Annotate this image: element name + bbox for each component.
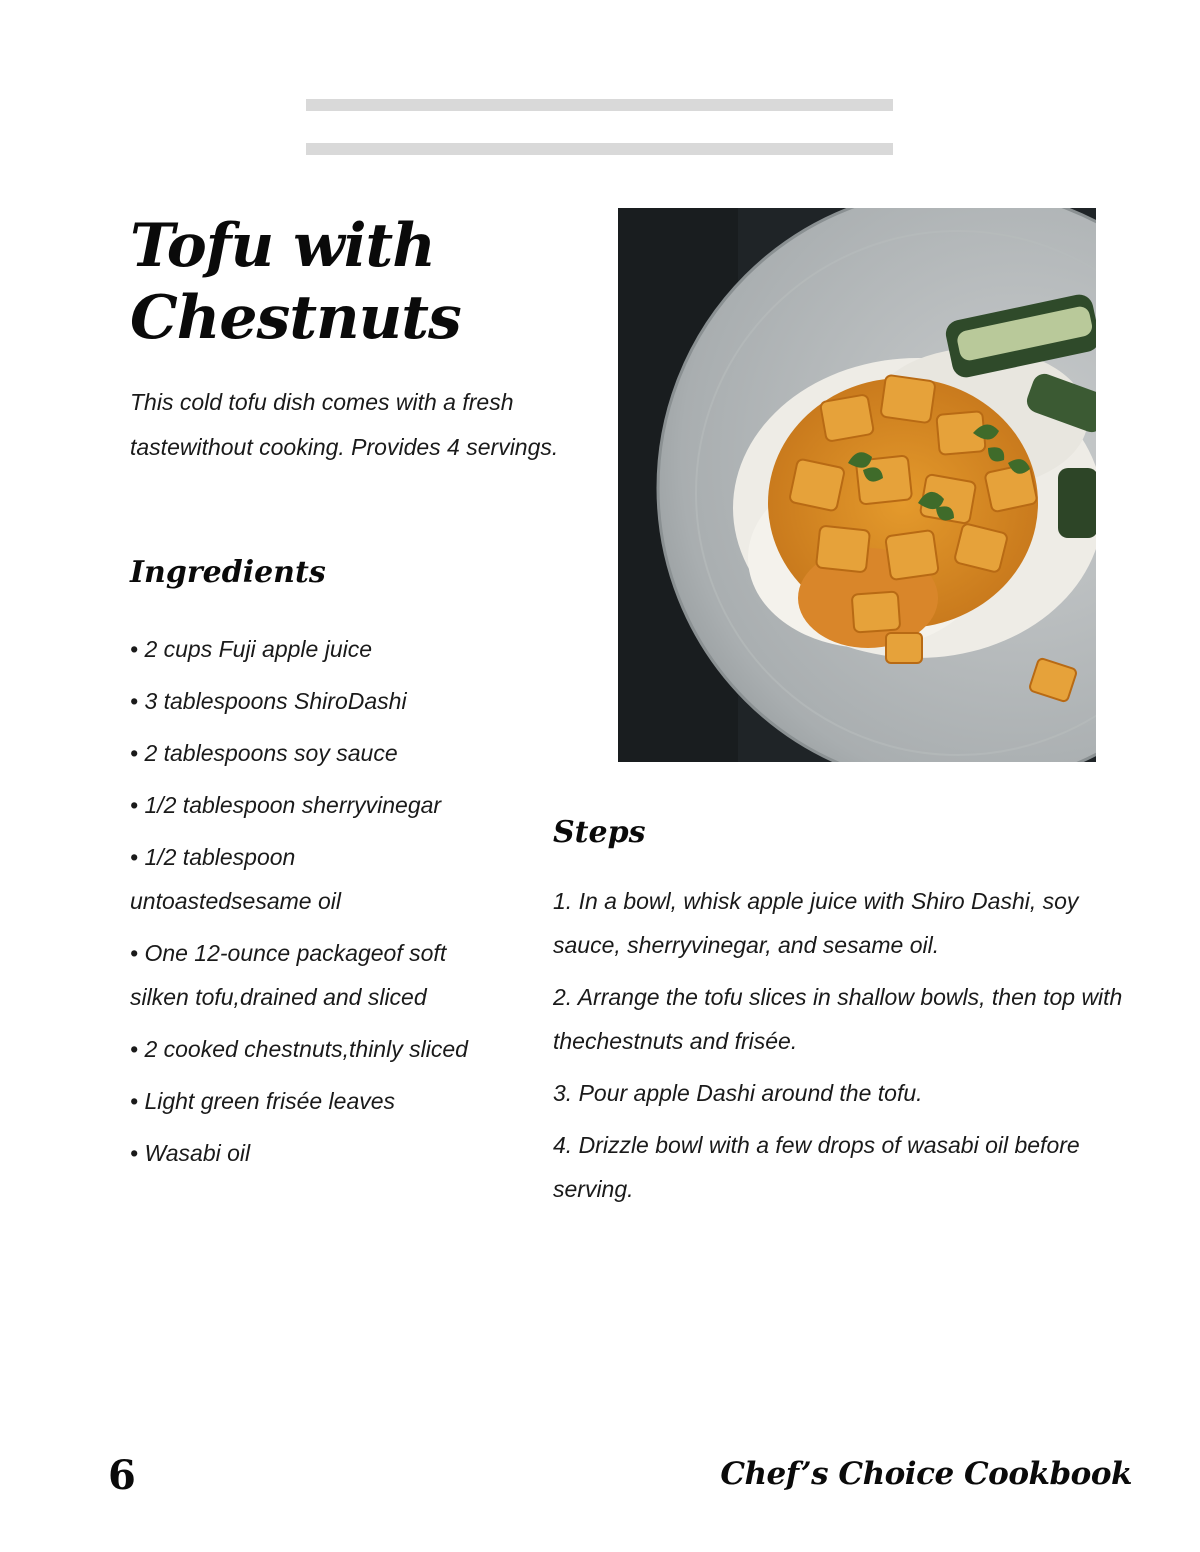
ingredient-item: • 3 tablespoons ShiroDashi — [130, 688, 407, 714]
recipe-photo — [618, 208, 1096, 762]
ingredient-item: • One 12-ounce packageof soft silken tofu,drained and sliced — [130, 940, 447, 1010]
ingredients-heading: Ingredients — [130, 555, 326, 590]
page-number: 6 — [108, 1452, 136, 1499]
step-item: 3. Pour apple Dashi around the tofu. — [553, 1080, 923, 1106]
recipe-title — [130, 210, 600, 354]
recipe-title-line-2: Chestnuts — [130, 283, 461, 353]
recipe-description: This cold tofu dish comes with a fresh tastewithout cooking. Provides 4 servings. — [130, 389, 559, 460]
steps-list — [553, 879, 1123, 1219]
ingredient-item: • 2 cups Fuji apple juice — [130, 636, 373, 662]
recipe-title-line-1: Tofu with — [130, 211, 435, 281]
book-title: Chef’s Choice Cookbook — [720, 1456, 1132, 1492]
ingredient-item: • 2 cooked chestnuts,thinly sliced — [130, 1036, 468, 1062]
ingredient-item: • Light green frisée leaves — [130, 1088, 396, 1114]
header-rule-top — [306, 99, 893, 111]
step-item: 1. In a bowl, whisk apple juice with Shiro Dashi, soy sauce, sherryvinegar, and sesame oil. — [553, 888, 1079, 958]
steps-heading: Steps — [553, 815, 646, 850]
header-rule-bottom — [306, 143, 893, 155]
ingredient-item: • 1/2 tablespoon untoastedsesame oil — [130, 844, 341, 914]
step-item: 2. Arrange the tofu slices in shallow bowls, then top with thechestnuts and frisée. — [553, 984, 1123, 1054]
ingredients-list — [130, 627, 470, 1183]
ingredient-item: • 2 tablespoons soy sauce — [130, 740, 398, 766]
ingredient-item: • 1/2 tablespoon sherryvinegar — [130, 792, 442, 818]
ingredient-item: • Wasabi oil — [130, 1140, 251, 1166]
step-item: 4. Drizzle bowl with a few drops of wasabi oil before serving. — [553, 1132, 1080, 1202]
tofu-curry-illustration — [618, 208, 1096, 762]
